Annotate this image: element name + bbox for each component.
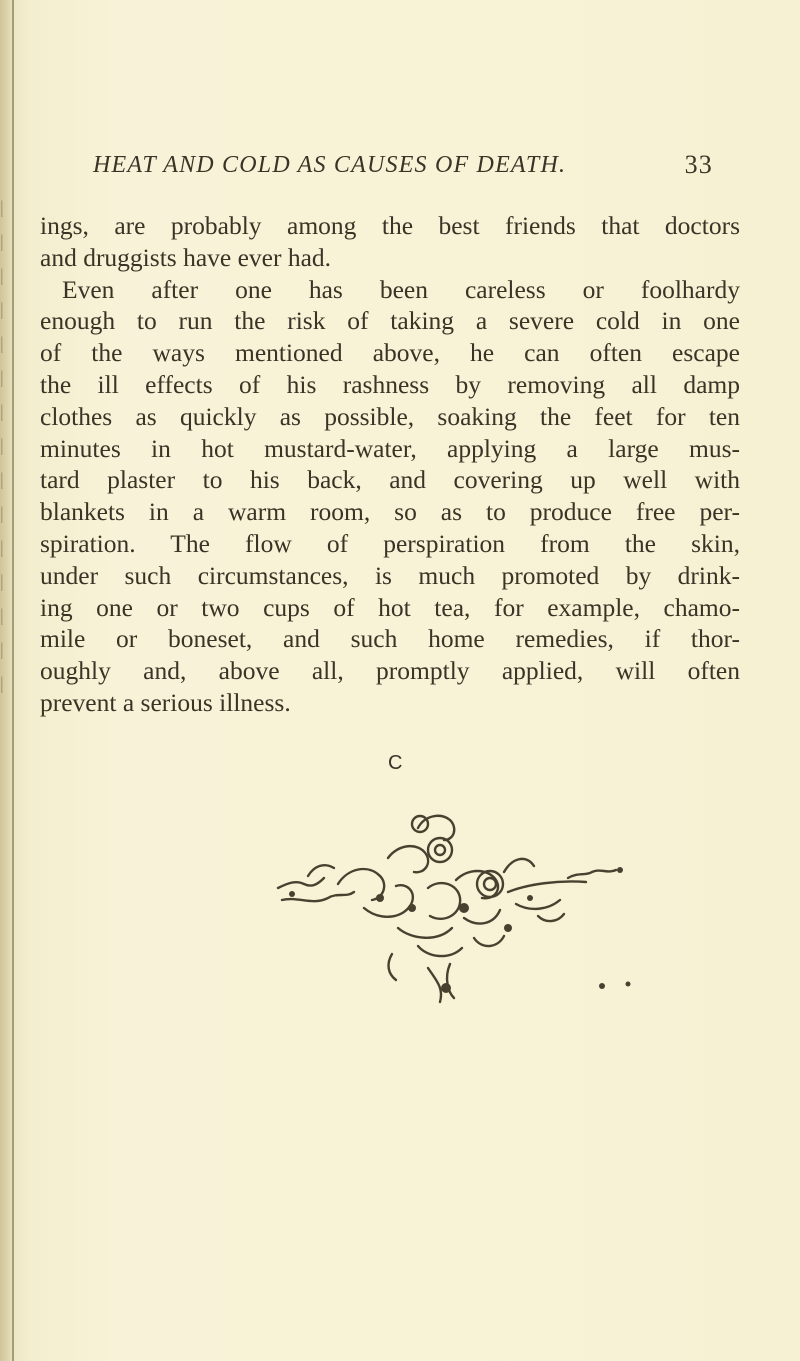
signature-mark: C — [388, 752, 403, 774]
page-number: 33 — [684, 150, 713, 179]
text-line: oughly and, above all, promptly applied, will often — [40, 656, 740, 686]
text-line: tard plaster to his back, and covering up well with — [40, 465, 740, 495]
text-line: under such circumstances, is much promoted by drink- — [40, 560, 740, 590]
text-line: of the ways mentioned above, he can often escape — [40, 338, 740, 368]
body-text — [40, 210, 740, 719]
running-head — [93, 146, 713, 186]
text-line: clothes as quickly as possible, soaking the feet for ten — [40, 401, 740, 431]
text-line: and druggists have ever had. — [40, 242, 332, 272]
text-line: the ill effects of his rashness by removing all damp — [40, 369, 740, 399]
gutter-edge — [12, 0, 14, 1361]
text-line: ing one or two cups of hot tea, for example, chamo- — [40, 592, 740, 622]
text-line: prevent a serious illness. — [40, 687, 291, 717]
text-line: enough to run the risk of taking a severe cold in one — [40, 306, 740, 336]
text-line: spiration. The flow of perspiration from the skin, — [40, 528, 740, 558]
text-line: ings, are probably among the best friends that doctors — [40, 211, 740, 240]
running-head-title: HEAT AND COLD AS CAUSES OF DEATH. — [93, 152, 567, 178]
text-line: minutes in hot mustard-water, applying a large mus- — [40, 433, 740, 463]
text-line: blankets in a warm room, so as to produce free per- — [40, 497, 740, 527]
floral-tailpiece-icon — [268, 788, 648, 1028]
gutter-bleedthrough: | | | | | | | | | | | | | | | — [0, 197, 4, 693]
text-line: mile or boneset, and such home remedies, if thor- — [40, 624, 740, 654]
text-line: Even after one has been careless or foolhardy — [62, 274, 740, 304]
